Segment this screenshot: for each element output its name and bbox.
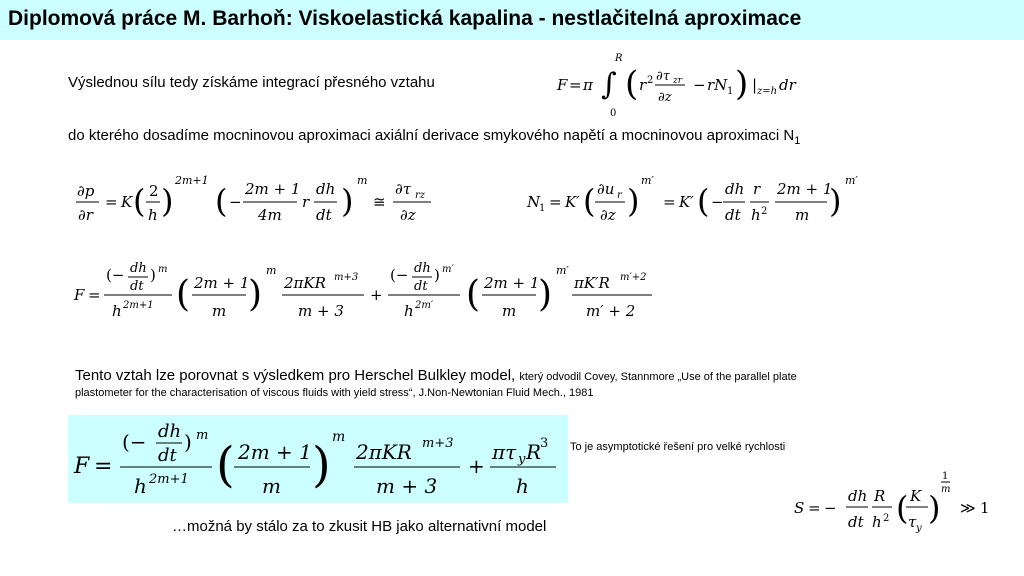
svg-text:): ) — [161, 182, 174, 220]
svg-text:m: m — [262, 474, 281, 498]
svg-text:dh: dh — [316, 180, 336, 198]
slide-title: Diplomová práce M. Barhoň: Viskoelastická kapalina - nestlačitelná aproximace — [8, 7, 802, 30]
svg-text:∂z: ∂z — [600, 206, 616, 224]
svg-text:h: h — [112, 302, 122, 320]
n1-subscript: 1 — [794, 135, 801, 147]
svg-text:2m + 1: 2m + 1 — [238, 440, 312, 464]
svg-text:2m + 1: 2m + 1 — [194, 274, 250, 292]
svg-text:1: 1 — [727, 86, 734, 97]
svg-text:(: ( — [466, 274, 481, 315]
svg-text:∫: ∫ — [601, 67, 617, 102]
svg-text:1: 1 — [942, 471, 949, 482]
equation-force-integral — [555, 48, 835, 120]
svg-text:r: r — [639, 76, 647, 94]
svg-text:m: m — [158, 264, 168, 275]
svg-text:∂τ: ∂τ — [395, 180, 412, 198]
svg-text:+: + — [370, 286, 383, 304]
citation-text: který odvodil Covey, Stannmore „Use of the parallel plate — [519, 371, 797, 383]
svg-text:2m + 1: 2m + 1 — [484, 274, 540, 292]
svg-text:−: − — [693, 76, 706, 94]
svg-text:r: r — [753, 180, 761, 198]
svg-text:∂u: ∂u — [597, 180, 615, 198]
svg-text:h: h — [134, 474, 147, 498]
svg-text:=: = — [105, 193, 118, 211]
svg-text:m: m — [502, 302, 517, 320]
svg-text:r: r — [302, 193, 310, 211]
asymptotic-note: To je asymptotické řešení pro velké rychlosti — [570, 441, 786, 453]
svg-text:dt: dt — [130, 279, 144, 294]
svg-text:1: 1 — [980, 499, 990, 517]
svg-text:(−: (− — [390, 266, 409, 284]
svg-text:=: = — [569, 76, 582, 94]
equation-pressure-gradient — [75, 168, 445, 238]
svg-text:2: 2 — [883, 513, 890, 524]
svg-text:R: R — [615, 53, 623, 64]
svg-text:h: h — [751, 206, 761, 224]
svg-text:≫: ≫ — [960, 499, 976, 517]
svg-text:): ) — [341, 182, 354, 220]
svg-text:m: m — [196, 428, 209, 443]
svg-text:r: r — [617, 190, 622, 201]
svg-text:dt: dt — [848, 513, 864, 531]
svg-text:(: ( — [133, 182, 146, 220]
svg-text:m + 3: m + 3 — [376, 474, 438, 498]
svg-text:∂τ: ∂τ — [656, 69, 670, 84]
intro-text: Výslednou sílu tedy získáme integrací přesného vztahu — [68, 74, 435, 91]
svg-text:): ) — [248, 274, 263, 315]
svg-text:dt: dt — [158, 445, 177, 466]
svg-text:h: h — [148, 206, 158, 224]
svg-text:m′: m′ — [845, 174, 858, 187]
svg-text:): ) — [538, 274, 553, 315]
svg-text:dh: dh — [130, 261, 147, 276]
svg-text:=: = — [94, 454, 113, 479]
svg-text:2πKR: 2πKR — [356, 440, 412, 464]
svg-text:R: R — [874, 487, 886, 505]
svg-text:(: ( — [583, 182, 596, 220]
svg-text:π: π — [583, 76, 593, 94]
svg-text:2m′: 2m′ — [415, 300, 434, 311]
substitution-text — [68, 127, 800, 147]
svg-text:1: 1 — [539, 203, 546, 214]
svg-text:πK′R: πK′R — [574, 274, 610, 292]
svg-text:h: h — [872, 513, 882, 531]
equation-force-result — [72, 252, 672, 330]
svg-text:∂z: ∂z — [658, 90, 672, 105]
svg-text:K: K — [910, 487, 922, 505]
svg-text:dr: dr — [779, 76, 796, 94]
svg-text:F: F — [557, 76, 568, 94]
svg-text:S: S — [794, 499, 805, 517]
svg-text:−: − — [824, 499, 837, 517]
comparison-text-main: Tento vztah lze porovnat s výsledkem pro Herschel Bulkley model, — [75, 367, 516, 384]
svg-text:+: + — [468, 454, 485, 478]
svg-text:): ) — [184, 430, 192, 454]
svg-text:2m+1: 2m+1 — [149, 472, 189, 487]
svg-text:2m + 1: 2m + 1 — [777, 180, 833, 198]
svg-text:m: m — [941, 484, 951, 495]
svg-text:=: = — [808, 499, 821, 517]
svg-text:0: 0 — [610, 108, 617, 119]
svg-text:): ) — [928, 489, 941, 527]
svg-text:): ) — [312, 437, 331, 493]
svg-text:m: m — [212, 302, 227, 320]
svg-text:τ: τ — [908, 513, 917, 531]
svg-text:=: = — [549, 193, 562, 211]
svg-text:(−: (− — [106, 266, 125, 284]
svg-text:): ) — [150, 266, 156, 284]
svg-text:2: 2 — [761, 206, 768, 217]
svg-text:m: m — [266, 264, 277, 277]
svg-text:=: = — [88, 286, 101, 304]
svg-text:): ) — [829, 182, 842, 220]
svg-text:rN: rN — [707, 76, 728, 94]
svg-text:(: ( — [896, 489, 909, 527]
svg-text:3: 3 — [540, 436, 549, 451]
svg-text:(: ( — [216, 437, 235, 493]
svg-text:h: h — [404, 302, 414, 320]
svg-text:): ) — [434, 266, 440, 284]
svg-text:m′: m′ — [556, 264, 569, 277]
equation-herschel-bulkley — [72, 415, 572, 503]
svg-text:m+3: m+3 — [422, 436, 454, 451]
svg-text:y: y — [518, 452, 526, 467]
svg-text:z=h: z=h — [757, 86, 778, 97]
svg-text:πτ: πτ — [492, 440, 517, 464]
svg-text:(: ( — [215, 182, 228, 220]
svg-text:m + 3: m + 3 — [298, 302, 344, 320]
svg-text:K′: K′ — [565, 193, 580, 211]
svg-text:R: R — [526, 440, 542, 464]
svg-text:dh: dh — [848, 487, 868, 505]
citation-text-2: plastometer for the characterisation of viscous fluids with yield stress“, J.Non-Newtonian Fluid Mech., 1981 — [75, 387, 594, 399]
svg-text:(−: (− — [122, 430, 147, 454]
svg-text:∂p: ∂p — [77, 182, 95, 200]
equation-s-parameter — [790, 467, 1010, 537]
svg-text:dt: dt — [725, 206, 741, 224]
svg-text:m: m — [795, 206, 810, 224]
svg-text:2m+1: 2m+1 — [123, 300, 154, 311]
svg-text:≅: ≅ — [373, 193, 386, 211]
closing-text: …možná by stálo za to zkusit HB jako alternativní model — [172, 518, 547, 535]
svg-text:m+3: m+3 — [334, 272, 359, 283]
comparison-text — [75, 367, 797, 384]
svg-text:=: = — [663, 193, 676, 211]
svg-text:dh: dh — [414, 261, 431, 276]
svg-text:): ) — [735, 64, 749, 104]
svg-text:F: F — [74, 454, 90, 479]
equation-normal-stress — [525, 168, 895, 238]
svg-text:2m+1: 2m+1 — [175, 174, 209, 187]
svg-text:(: ( — [625, 64, 639, 104]
svg-text:−: − — [711, 193, 724, 211]
svg-text:(: ( — [697, 182, 710, 220]
substitution-text-main: do kterého dosadíme mocninovou aproximaci axiální derivace smykového napětí a mocninovou aproximaci N — [68, 127, 795, 144]
svg-text:∂r: ∂r — [78, 206, 93, 224]
svg-text:m′+2: m′+2 — [620, 272, 647, 283]
svg-text:−: − — [229, 193, 242, 211]
svg-text:|: | — [752, 76, 758, 94]
svg-text:(: ( — [176, 274, 191, 315]
svg-text:dh: dh — [725, 180, 745, 198]
svg-text:K: K — [121, 193, 133, 211]
svg-text:m: m — [332, 429, 346, 445]
svg-text:m′ + 2: m′ + 2 — [586, 302, 636, 320]
svg-text:rz: rz — [415, 190, 426, 201]
svg-text:2: 2 — [647, 75, 654, 86]
svg-text:dt: dt — [316, 206, 332, 224]
svg-text:N: N — [527, 193, 541, 211]
svg-text:∂z: ∂z — [400, 206, 416, 224]
svg-text:2m + 1: 2m + 1 — [245, 180, 301, 198]
svg-text:2: 2 — [149, 182, 159, 200]
svg-text:F: F — [74, 286, 85, 304]
svg-text:zr: zr — [673, 76, 683, 86]
svg-text:): ) — [627, 182, 640, 220]
svg-text:2πKR: 2πKR — [284, 274, 326, 292]
svg-text:K′: K′ — [679, 193, 694, 211]
svg-text:dh: dh — [158, 421, 182, 442]
svg-text:dt: dt — [414, 279, 428, 294]
svg-text:4m: 4m — [258, 206, 282, 224]
svg-text:m: m — [357, 174, 368, 187]
svg-text:m′: m′ — [641, 174, 654, 187]
svg-text:h: h — [516, 474, 529, 498]
svg-text:m′: m′ — [442, 264, 454, 275]
svg-text:y: y — [916, 523, 922, 534]
title-bar — [0, 0, 1024, 40]
